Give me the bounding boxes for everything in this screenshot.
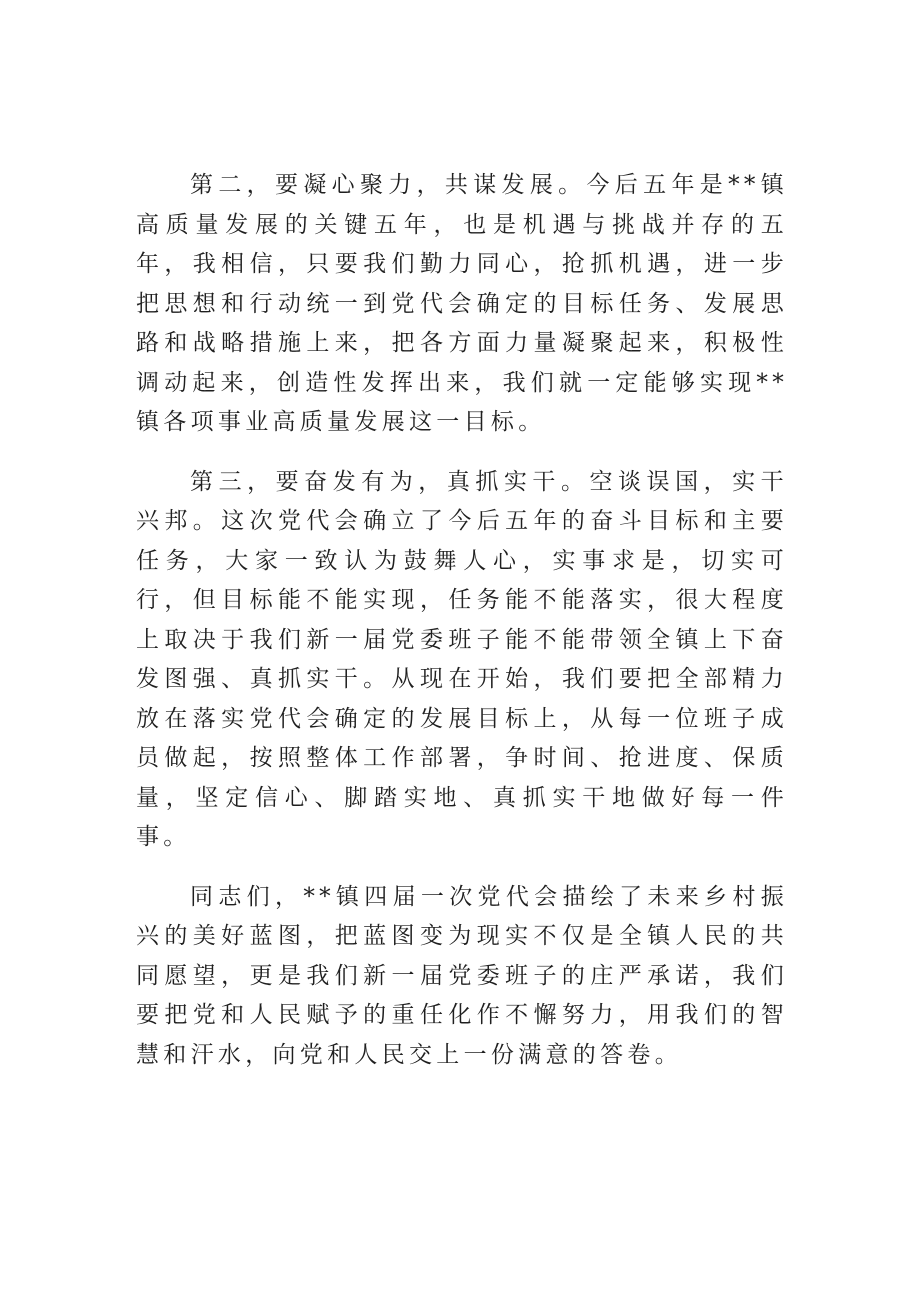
document-body	[136, 166, 788, 1095]
paragraph-closing: 同志们，**镇四届一次党代会描绘了未来乡村振兴的美好蓝图，把蓝图变为现实不仅是全镇人民的共同愿望，更是我们新一届党委班子的庄严承诺，我们要把党和人民赋予的重任化作不懈努力，用我们的智慧和汗水，向党和人民交上一份满意的答卷。	[136, 883, 788, 1068]
paragraph-second-point: 第二，要凝心聚力，共谋发展。今后五年是**镇高质量发展的关键五年，也是机遇与挑战并存的五年，我相信，只要我们勤力同心，抢抓机遇，进一步把思想和行动统一到党代会确定的目标任务、发展思路和战略措施上来，把各方面力量凝聚起来，积极性调动起来，创造性发挥出来，我们就一定能够实现**镇各项事业高质量发展这一目标。	[136, 172, 788, 435]
paragraph-third-point: 第三，要奋发有为，真抓实干。空谈误国，实干兴邦。这次党代会确立了今后五年的奋斗目标和主要任务，大家一致认为鼓舞人心，实事求是，切实可行，但目标能不能实现，任务能不能落实，很大程度上取决于我们新一届党委班子能不能带领全镇上下奋发图强、真抓实干。从现在开始，我们要把全部精力放在落实党代会确定的发展目标上，从每一位班子成员做起，按照整体工作部署，争时间、抢进度、保质量，坚定信心、脚踏实地、真抓实干地做好每一件事。	[136, 468, 788, 850]
